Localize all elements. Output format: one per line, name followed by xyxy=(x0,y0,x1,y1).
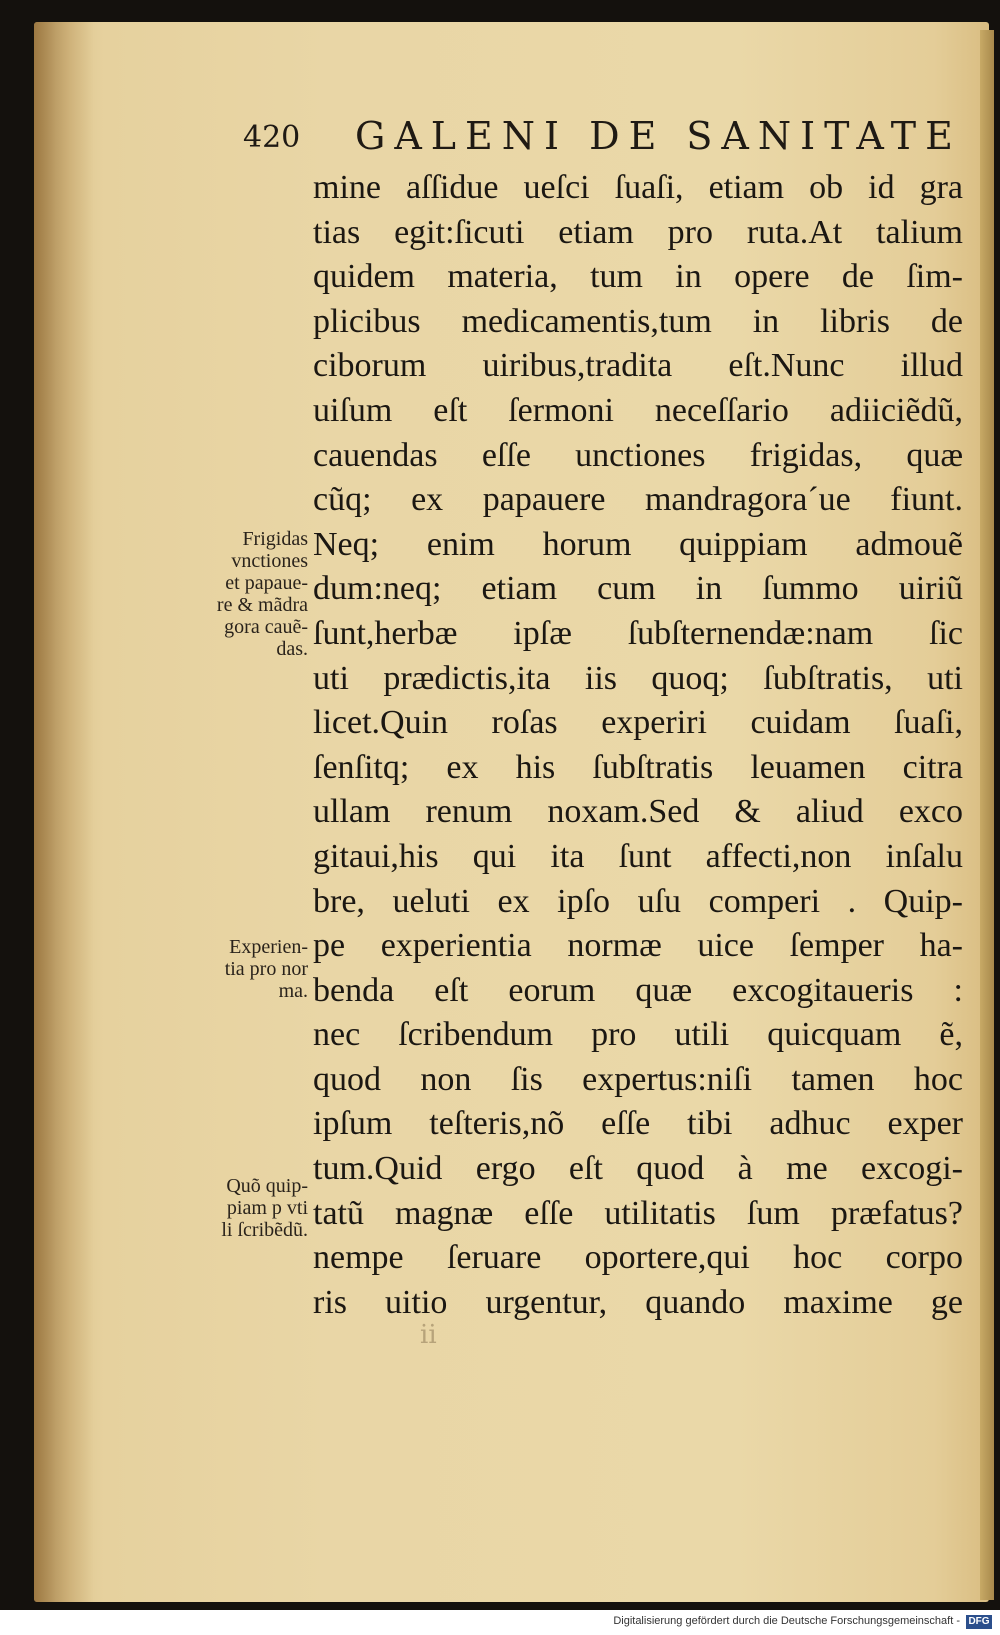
text-line: uiſum eſt ſermoni neceſſario adiiciẽdũ, xyxy=(313,391,963,429)
marginal-note-quo-quippiam xyxy=(170,1175,308,1241)
page-gutter xyxy=(34,22,94,1602)
text-line: ſunt,herbæ ipſæ ſubſternendæ:nam ſic xyxy=(313,614,963,652)
footer-bar xyxy=(0,1610,1000,1635)
page-number: 420 xyxy=(243,120,301,155)
text-line: licet.Quin roſas experiri cuidam ſuaſi, xyxy=(313,704,963,742)
running-head: GALENI DE SANITATE xyxy=(355,114,962,158)
text-line: pe experientia normæ uice ſemper ha- xyxy=(313,927,963,965)
text-line: Neq; enim horum quippiam admouẽ xyxy=(313,525,963,563)
marginal-note-line: tia pro nor xyxy=(224,958,308,980)
text-line: ullam renum noxam.Sed & aliud exco xyxy=(313,793,963,831)
page-right-edge xyxy=(980,30,994,1600)
text-line: bre, ueluti ex ipſo uſu comperi . Quip- xyxy=(313,882,963,920)
text-line: ciborum uiribus,tradita eſt.Nunc illud xyxy=(313,347,963,385)
marginal-note-line: piam p vti xyxy=(226,1197,308,1219)
marginal-note-line: vnctiones xyxy=(231,550,308,572)
marginal-note-experientia xyxy=(170,936,308,1002)
text-line: tatũ magnæ eſſe utilitatis ſum præfatus? xyxy=(313,1194,963,1232)
text-line: cauendas eſſe unctiones frigidas, quæ xyxy=(313,436,963,474)
text-line: ipſum teſteris,nõ eſſe tibi adhuc exper xyxy=(313,1105,963,1143)
marginal-note-frigidas xyxy=(170,528,308,660)
text-line: ſenſitq; ex his ſubſtratis leuamen citra xyxy=(313,748,963,786)
text-line: plicibus medicamentis,tum in libris de xyxy=(313,302,963,340)
text-line: gitaui,his qui ita ſunt affecti,non inſalu xyxy=(313,837,963,875)
text-line: cũq; ex papauere mandragora´ue fiunt. xyxy=(313,481,963,519)
text-line: nec ſcribendum pro utili quicquam ẽ, xyxy=(313,1016,963,1054)
text-line: uti prædictis,ita iis quoq; ſubſtratis, uti xyxy=(313,659,963,697)
marginal-note-line: et papaue- xyxy=(225,572,308,594)
marginal-note-line: Frigidas xyxy=(242,528,308,550)
text-line: ris uitio urgentur, quando maxime ge xyxy=(313,1283,963,1321)
text-line: tum.Quid ergo eſt quod à me excogi- xyxy=(313,1150,963,1188)
marginal-note-line: re & mãdra xyxy=(216,594,308,616)
signature-mark: ii xyxy=(420,1320,437,1350)
text-line: quod non ſis expertus:niſi tamen hoc xyxy=(313,1060,963,1098)
marginal-note-line: li ſcribẽdũ. xyxy=(221,1219,308,1241)
text-line: dum:neq; etiam cum in ſummo uiriũ xyxy=(313,570,963,608)
body-text xyxy=(313,166,963,1325)
funding-notice: Digitalisierung gefördert durch die Deutsche Forschungsgemeinschaft - xyxy=(613,1615,960,1627)
text-line: quidem materia, tum in opere de ſim- xyxy=(313,258,963,296)
marginal-note-line: das. xyxy=(276,638,308,660)
marginal-note-line: Experien- xyxy=(229,936,308,958)
dfg-logo-icon: DFG xyxy=(966,1615,992,1629)
text-line: mine aſſidue ueſci ſuaſi, etiam ob id gra xyxy=(313,169,963,206)
text-line: tias egit:ſicuti etiam pro ruta.At talium xyxy=(313,213,963,251)
text-line: nempe ſeruare oportere,qui hoc corpo xyxy=(313,1239,963,1277)
marginal-note-line: Quõ quip- xyxy=(226,1175,308,1197)
marginal-note-line: gora cauẽ- xyxy=(224,616,308,638)
marginal-note-line: ma. xyxy=(278,980,308,1002)
text-line: benda eſt eorum quæ excogitaueris : xyxy=(313,971,963,1009)
